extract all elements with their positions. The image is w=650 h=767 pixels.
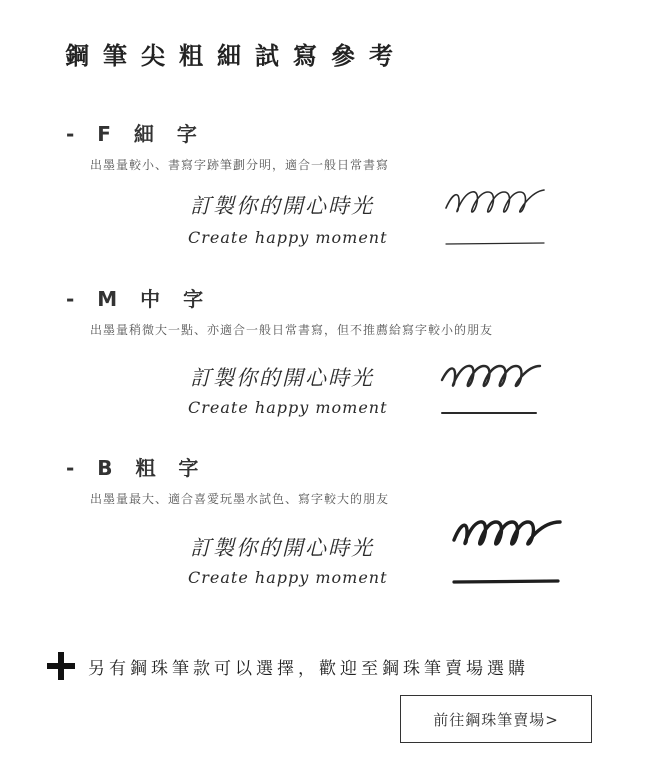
nib-stroke-sample-m xyxy=(436,360,551,425)
sample-chinese-m: 訂製你的開心時光 xyxy=(190,366,374,390)
section-title-b: - B 粗 字 xyxy=(66,456,207,480)
sample-chinese-b: 訂製你的開心時光 xyxy=(190,536,374,560)
plus-icon xyxy=(47,652,75,680)
sample-english-m: Create happy moment xyxy=(188,398,388,417)
section-title-f: - F 細 字 xyxy=(66,122,205,146)
sample-chinese-f: 訂製你的開心時光 xyxy=(190,194,374,218)
section-desc-m: 出墨量稍微大一點、亦適合一般日常書寫，但不推薦給寫字較小的朋友 xyxy=(90,323,494,337)
section-title-m: - M 中 字 xyxy=(66,287,212,311)
page-title: 鋼筆尖粗細試寫參考 xyxy=(65,42,407,70)
go-to-ballpoint-store-button[interactable]: 前往鋼珠筆賣場> xyxy=(400,695,592,743)
section-desc-f: 出墨量較小、書寫字跡筆劃分明，適合一般日常書寫 xyxy=(90,158,390,172)
ballpoint-note: 另有鋼珠筆款可以選擇，歡迎至鋼珠筆賣場選購 xyxy=(88,659,529,679)
nib-stroke-sample-f xyxy=(440,186,555,256)
section-desc-b: 出墨量最大、適合喜愛玩墨水試色、寫字較大的朋友 xyxy=(90,492,390,506)
sample-english-b: Create happy moment xyxy=(188,568,388,587)
nib-stroke-sample-b xyxy=(448,516,568,591)
sample-english-f: Create happy moment xyxy=(188,228,388,247)
